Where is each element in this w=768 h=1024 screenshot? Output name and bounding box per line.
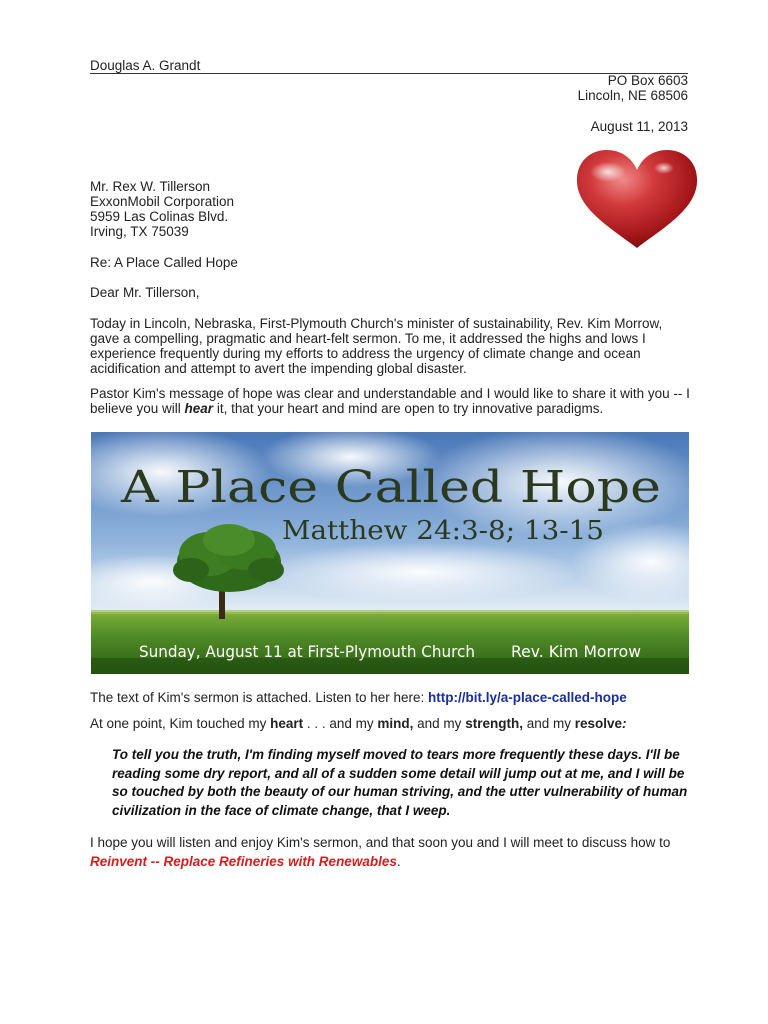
touch-text: and my [522,716,575,731]
banner-title: A Place Called Hope [119,462,661,513]
recipient-line: 5959 Las Colinas Blvd. [90,209,229,224]
sermon-banner-image [91,432,689,674]
banner-speaker: Rev. Kim Morrow [511,642,641,661]
address-line: Lincoln, NE 68506 [577,88,688,103]
salutation: Dear Mr. Tillerson, [90,285,200,300]
closing-period: . [396,854,401,869]
recipient-line: Irving, TX 75039 [90,224,189,239]
paragraph-message [90,386,690,416]
banner-event: Sunday, August 11 at First-Plymouth Church [139,642,475,661]
paragraph-text: it, that your heart and mind are open to try innovative paradigms. [213,401,604,416]
listen-text: The text of Kim's sermon is attached. Listen to her here: [90,690,428,705]
listen-line [90,690,627,705]
touch-text: . . . and my [303,716,378,731]
emphasis-hear: hear [184,401,214,416]
closing-paragraph [90,833,690,871]
word-mind: mind, [377,716,414,731]
sender-name: Douglas A. Grandt [90,58,688,74]
sermon-audio-link[interactable]: http://bit.ly/a-place-called-hope [428,690,627,705]
paragraph-intro: Today in Lincoln, Nebraska, First-Plymouth Church's minister of sustainability, Rev. Kim Morrow, gave a compelling, pragmatic and heart-felt sermon. To me, it addressed the highs and lows I experience frequently during my efforts to address the urgency of climate change and ocean acidification and attempt to avert the impending global disaster. [90,316,663,376]
banner-scripture: Matthew 24:3-8; 13-15 [282,516,604,546]
campaign-slogan: Reinvent -- Replace Refineries with Renewables [90,854,397,869]
touch-line [90,716,627,731]
recipient-line: ExxonMobil Corporation [90,194,235,209]
closing-text: I hope you will listen and enjoy Kim's sermon, and that soon you and I will meet to discuss how to [90,835,671,850]
return-address [578,73,688,103]
touch-colon: : [622,716,627,731]
word-heart: heart [270,716,304,731]
recipient-line: Mr. Rex W. Tillerson [90,179,211,194]
paragraph-text: Pastor Kim's message of hope was clear and understandable and I would like to share it with you -- I believe you will [90,386,690,416]
word-resolve: resolve [574,716,623,731]
sermon-quote: To tell you the truth, I'm finding myself moved to tears more frequently these days. I'll be reading some dry report, and all of a sudden some detail will jump out at me, and I will be so touched by both the beauty of our human striving, and the utter vulnerability of human civilization in the face of climate change, that I weep. [112,747,688,818]
touch-text: and my [413,716,466,731]
address-line: PO Box 6603 [607,73,688,88]
letter-date: August 11, 2013 [590,119,688,134]
subject-line: Re: A Place Called Hope [90,255,238,270]
word-strength: strength, [465,716,523,731]
heart-icon [574,148,700,255]
recipient-address [90,179,234,239]
touch-text: At one point, Kim touched my [90,716,271,731]
